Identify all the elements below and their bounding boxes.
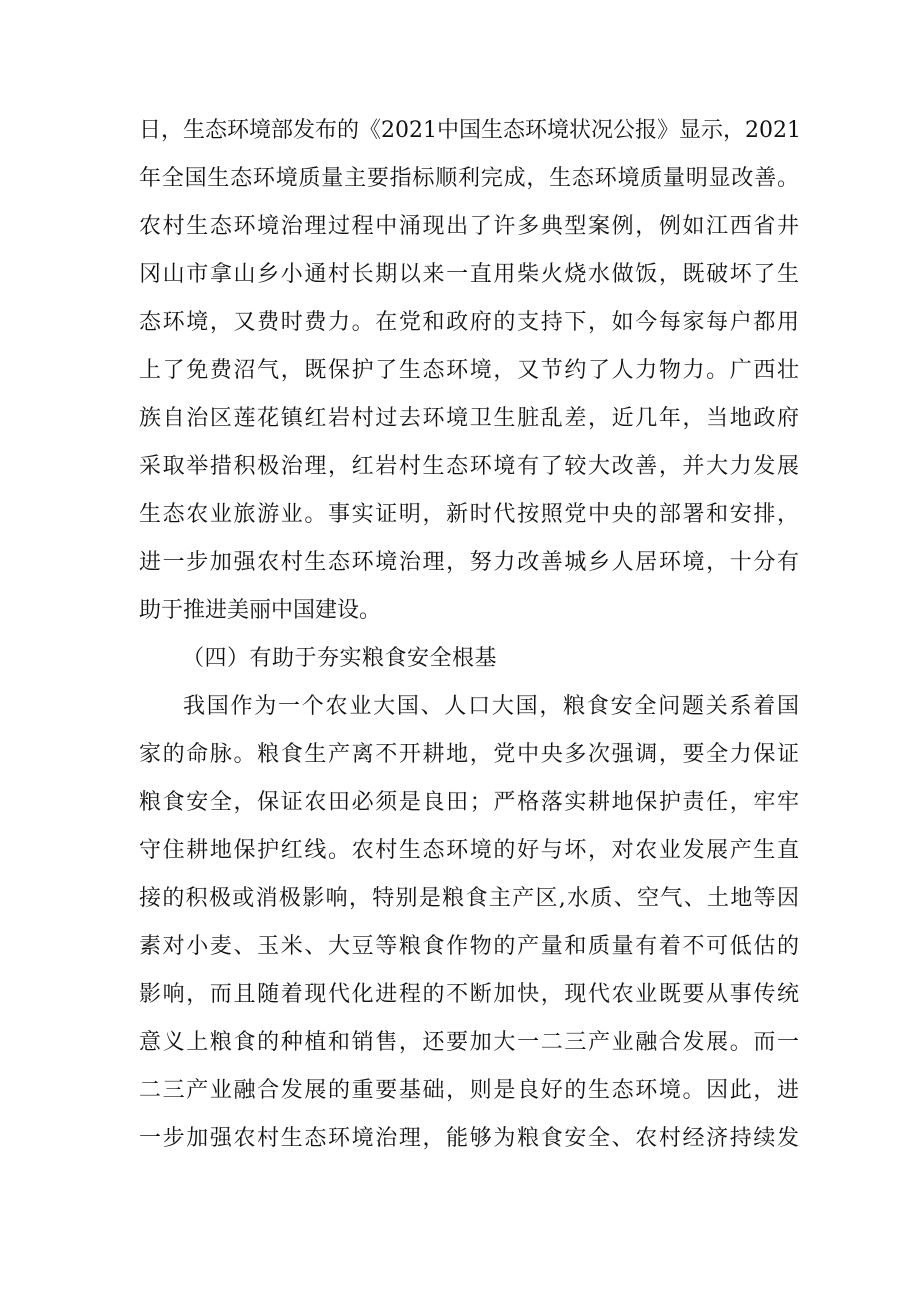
section-heading: （四）有助于夯实粮食安全根基 <box>182 646 498 671</box>
text-line: 守住耕地保护红线。农村生态环境的好与坏，对农业发展产生直 <box>139 838 799 863</box>
text-line: 粮食安全，保证农田必须是良田；严格落实耕地保护责任，牢牢 <box>139 790 799 815</box>
text-line: 上了免费沼气，既保护了生态环境，又节约了人力物力。广西壮 <box>139 358 799 383</box>
text-line: 生态农业旅游业。事实证明，新时代按照党中央的部署和安排， <box>139 502 799 527</box>
text-line: 意义上粮食的种植和销售，还要加大一二三产业融合发展。而一 <box>139 1030 799 1055</box>
paragraph-end-line: 助于推进美丽中国建设。 <box>139 598 382 623</box>
text-line: 采取举措积极治理，红岩村生态环境有了较大改善，并大力发展 <box>139 454 799 479</box>
text-line: 家的命脉。粮食生产离不开耕地，党中央多次强调，要全力保证 <box>139 742 799 767</box>
text-line: 进一步加强农村生态环境治理，努力改善城乡人居环境，十分有 <box>139 550 799 575</box>
text-line: 农村生态环境治理过程中涌现出了许多典型案例，例如江西省井 <box>139 214 799 239</box>
text-line: 日，生态环境部发布的《2021中国生态环境状况公报》显示，2021 <box>139 118 801 143</box>
text-line: 态环境，又费时费力。在党和政府的支持下，如今每家每户都用 <box>139 310 799 335</box>
text-line: 影响，而且随着现代化进程的不断加快，现代农业既要从事传统 <box>139 982 799 1007</box>
text-line: 接的积极或消极影响，特别是粮食主产区,水质、空气、土地等因 <box>139 886 799 911</box>
paragraph-first-line: 我国作为一个农业大国、人口大国，粮食安全问题关系着国 <box>183 694 799 719</box>
text-line: 族自治区莲花镇红岩村过去环境卫生脏乱差，近几年，当地政府 <box>139 406 799 431</box>
text-line: 素对小麦、玉米、大豆等粮食作物的产量和质量有着不可低估的 <box>139 934 799 959</box>
text-line: 年全国生态环境质量主要指标顺利完成，生态环境质量明显改善。 <box>139 166 799 191</box>
text-line: 二三产业融合发展的重要基础，则是良好的生态环境。因此，进 <box>139 1078 799 1103</box>
body-text <box>139 107 799 1163</box>
text-line: 冈山市拿山乡小通村长期以来一直用柴火烧水做饭，既破坏了生 <box>139 262 799 287</box>
text-line: 一步加强农村生态环境治理，能够为粮食安全、农村经济持续发 <box>139 1126 799 1151</box>
